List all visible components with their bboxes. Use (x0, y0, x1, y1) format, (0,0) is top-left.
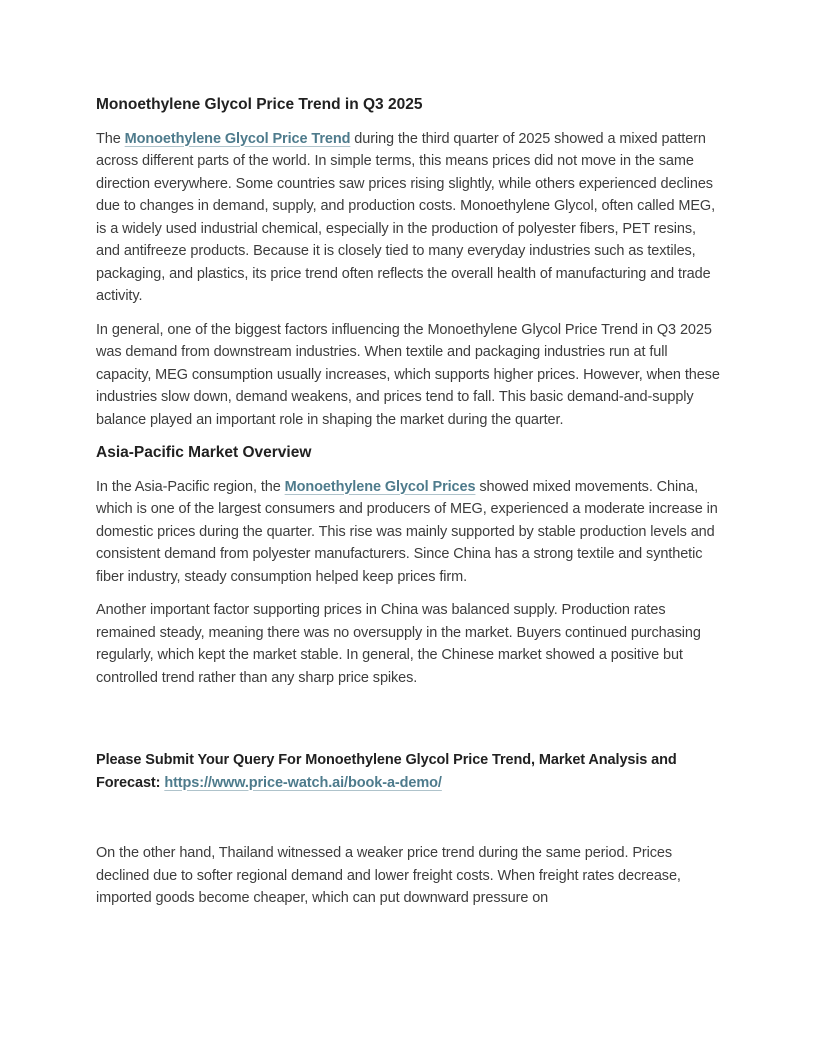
meg-price-trend-link[interactable]: Monoethylene Glycol Price Trend (124, 130, 351, 147)
paragraph-demand-factors: In general, one of the biggest factors influencing the Monoethylene Glycol Price Trend in Q3 2025 was demand from downstream industries. When textile and packaging industries run at full capacity, MEG consumption usually increases, which supports higher prices. However, when these industries slow down, demand weakens, and prices tend to fall. This basic demand-and-supply balance played an important role in shaping the market during the quarter. (96, 321, 720, 428)
section-heading-asia-pacific: Asia-Pacific Market Overview (96, 444, 312, 461)
paragraph-thailand: On the other hand, Thailand witnessed a weaker price trend during the same period. Prices declined due to softer regional demand and lower freight costs. When freight rates decrease, imported goods become cheaper, which can put downward pressure on (96, 845, 681, 906)
cta-label: Please Submit Your Query For Monoethylene Glycol Price Trend, Market Analysis and Forecast: (96, 752, 677, 791)
meg-prices-link[interactable]: Monoethylene Glycol Prices (284, 478, 476, 495)
cta-submit-query (96, 749, 720, 794)
paragraph-china-supply: Another important factor supporting prices in China was balanced supply. Production rates remained steady, meaning there was no oversupply in the market. Buyers continued purchasing regularly, which kept the market stable. In general, the Chinese market showed a positive but controlled trend rather than any sharp price spikes. (96, 602, 701, 686)
paragraph-text: during the third quarter of 2025 showed a mixed pattern across different parts of the world. In simple terms, this means prices did not move in the same direction everywhere. Some countries saw prices rising slightly, while others experienced declines due to changes in demand, supply, and production costs. Monoethylene Glycol, often called MEG, is a widely used industrial chemical, especially in the production of polyester fibers, PET resins, and antifreeze products. Because it is closely tied to many everyday industries such as textiles, packaging, and plastics, its price trend often reflects the overall health of manufacturing and trade activity. (96, 130, 716, 304)
book-a-demo-link[interactable]: https://www.price-watch.ai/book-a-demo/ (164, 774, 442, 791)
paragraph-text: The (96, 130, 125, 147)
paragraph-asia-pacific (96, 476, 720, 589)
page-title: Monoethylene Glycol Price Trend in Q3 2025 (96, 96, 423, 113)
paragraph-text: In the Asia-Pacific region, the (96, 478, 285, 495)
paragraph-text: showed mixed movements. China, which is one of the largest consumers and producers of MEG, experienced a moderate increase in domestic prices during the quarter. This rise was mainly supported by stable production levels and consistent demand from polyester manufacturers. Since China has a strong textile and synthetic fiber industry, steady consumption helped keep prices firm. (96, 478, 718, 585)
paragraph-intro (96, 128, 720, 308)
